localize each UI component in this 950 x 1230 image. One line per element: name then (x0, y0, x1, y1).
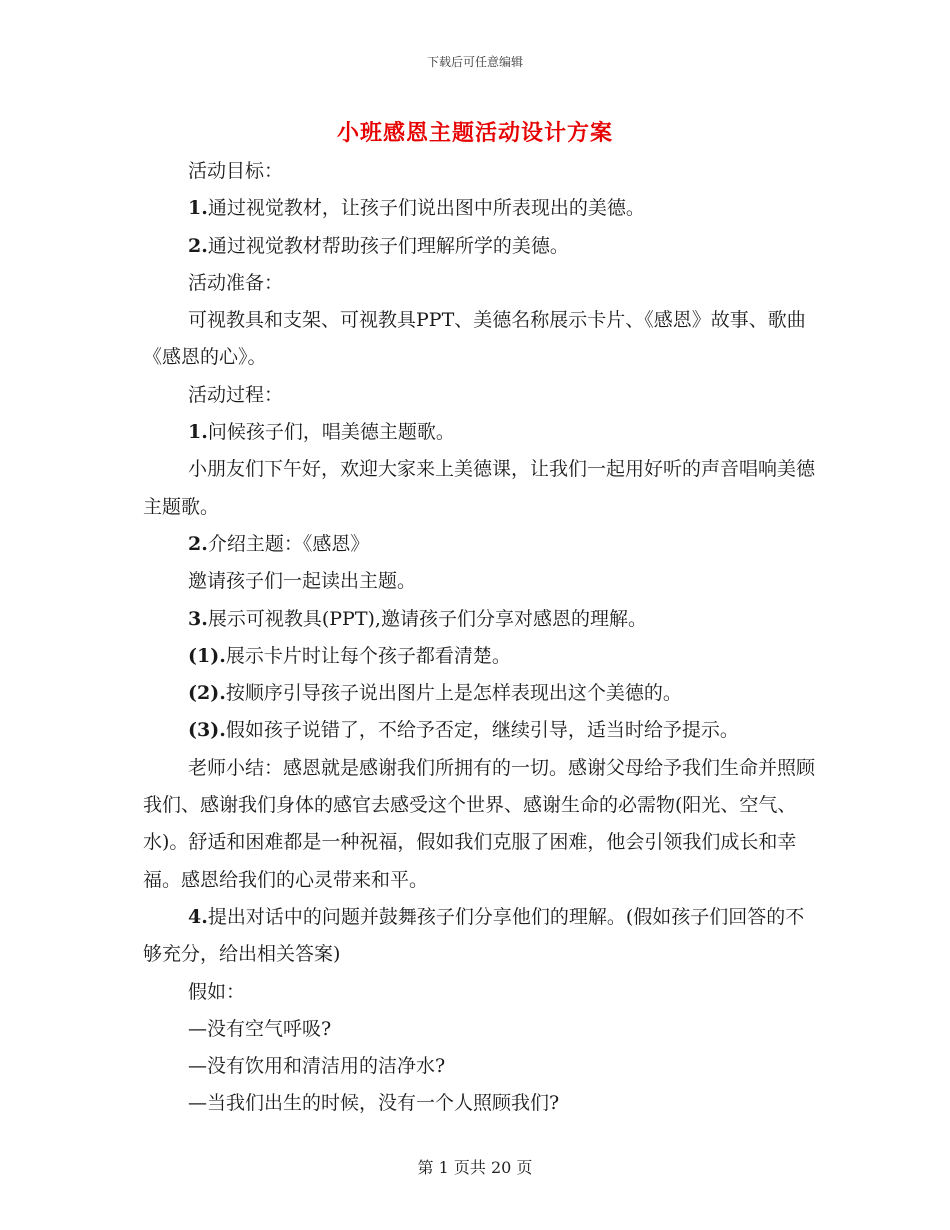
paragraph (143, 712, 815, 749)
paragraph-text: 提出对话中的问题并鼓舞孩子们分享他们的理解。(假如孩子们回答的不够充分，给出相关答案) (143, 905, 805, 966)
list-number: 2. (188, 532, 208, 555)
page-footer: 第 1 页共 20 页 (417, 1158, 533, 1177)
header-note: 下载后可任意编辑 (426, 55, 523, 69)
paragraph-text: —没有饮用和清洁用的洁净水? (188, 1055, 446, 1078)
list-number: 3. (188, 607, 208, 630)
paragraph (143, 1085, 815, 1122)
paragraph-text: 可视教具和支架、可视教具PPT、美德名称展示卡片、《感恩》故事、歌曲《感恩的心》。 (143, 309, 806, 369)
list-number: 1. (188, 197, 208, 220)
paragraph (143, 899, 815, 974)
list-number: (2). (188, 682, 226, 705)
paragraph-text: 小朋友们下午好，欢迎大家来上美德课，让我们一起用好听的声音唱响美德主题歌。 (143, 458, 816, 518)
list-number: (3). (188, 719, 226, 742)
list-number: 4. (188, 905, 208, 928)
paragraph-text: 按顺序引导孩子说出图片上是怎样表现出这个美德的。 (225, 682, 682, 705)
paragraph-text: 展示可视教具(PPT),邀请孩子们分享对感恩的理解。 (207, 607, 647, 630)
paragraph (143, 228, 815, 265)
document-body (143, 153, 815, 1123)
paragraph (143, 265, 815, 302)
paragraph (143, 1048, 815, 1085)
page-title: 小班感恩主题活动设计方案 (336, 120, 613, 146)
paragraph (143, 563, 815, 600)
paragraph-text: 假如： (188, 980, 246, 1003)
paragraph-text: —没有空气呼吸? (188, 1017, 332, 1040)
paragraph-text: 假如孩子说错了，不给予否定，继续引导，适当时给予提示。 (225, 719, 739, 742)
paragraph (143, 414, 815, 451)
paragraph-text: 老师小结：感恩就是感谢我们所拥有的一切。感谢父母给予我们生命并照顾我们、感谢我们身体的感官去感受这个世界、感谢生命的必需物(阳光、空气、水)。舒适和困难都是一种祝福，假如我们克服了困难，他会引领我们成长和幸福。感恩给我们的心灵带来和平。 (143, 756, 816, 891)
paragraph (143, 526, 815, 563)
list-number: 1. (188, 421, 208, 444)
paragraph (143, 601, 815, 638)
paragraph-text: 活动过程： (188, 383, 284, 406)
paragraph (143, 190, 815, 227)
paragraph-text: 邀请孩子们一起读出主题。 (188, 570, 417, 593)
paragraph (143, 153, 815, 190)
list-number: 2. (188, 234, 208, 257)
paragraph-text: 活动目标： (188, 160, 284, 182)
paragraph (143, 675, 815, 712)
paragraph (143, 377, 815, 414)
paragraph-text: 展示卡片时让每个孩子都看清楚。 (225, 644, 511, 667)
paragraph-text: 通过视觉教材帮助孩子们理解所学的美德。 (207, 234, 569, 257)
paragraph (143, 1011, 815, 1048)
list-number: (1). (188, 644, 226, 667)
paragraph-text: 通过视觉教材，让孩子们说出图中所表现出的美德。 (207, 197, 645, 220)
paragraph-text: —当我们出生的时候，没有一个人照顾我们? (188, 1092, 560, 1115)
paragraph (143, 638, 815, 675)
paragraph-text: 活动准备： (188, 271, 284, 294)
paragraph-text: 问候孩子们，唱美德主题歌。 (207, 421, 455, 444)
paragraph (143, 974, 815, 1011)
paragraph-text: 介绍主题：《感恩》 (207, 532, 370, 555)
paragraph (143, 750, 815, 899)
paragraph (143, 451, 815, 526)
paragraph (143, 302, 815, 377)
